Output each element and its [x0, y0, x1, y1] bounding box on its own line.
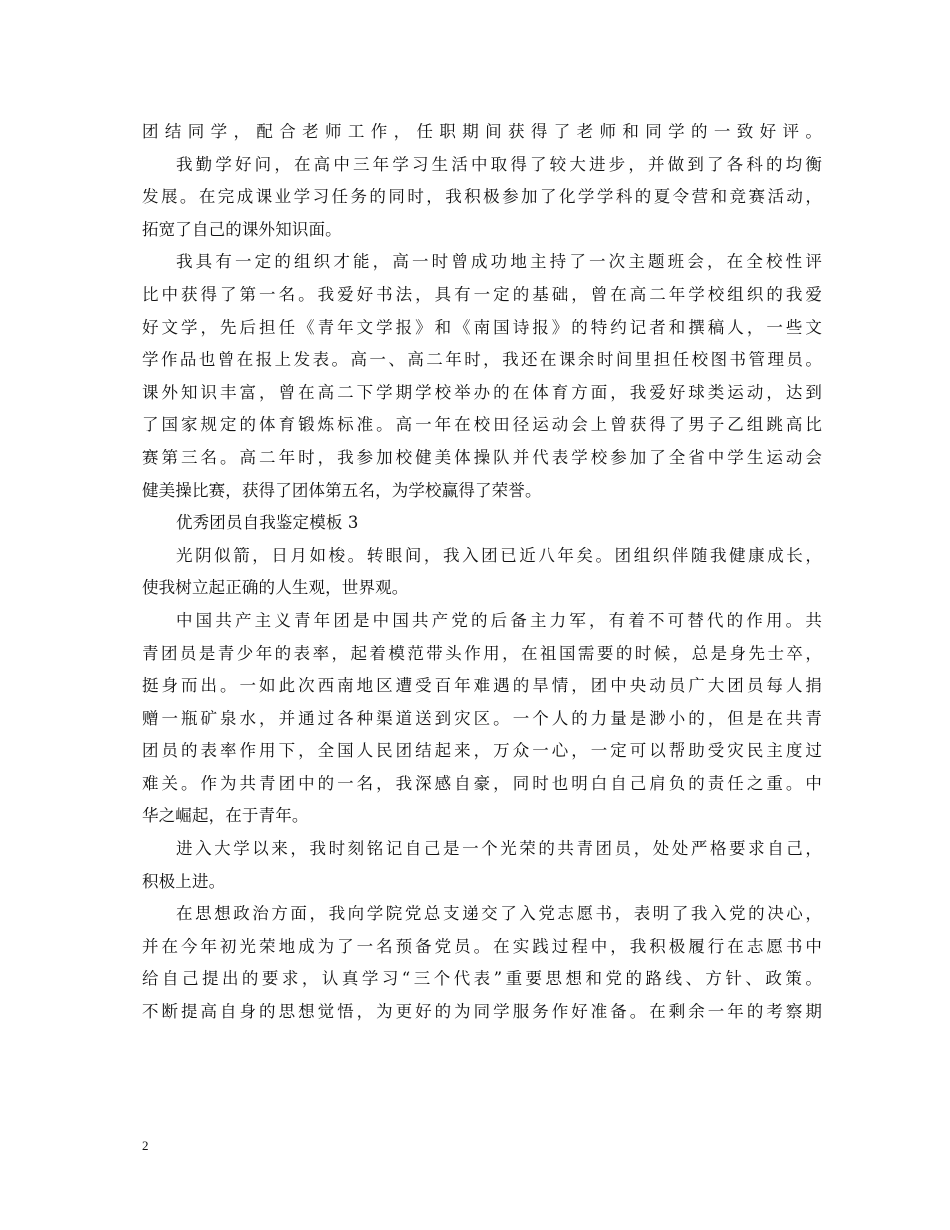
- text-line: 中国共产主义青年团是中国共产党的后备主力军，有着不可替代的作用。共: [176, 610, 822, 630]
- text-line: 华之崛起，在于青年。: [142, 806, 309, 826]
- text-line: 赠一瓶矿泉水，并通过各种渠道送到灾区。一个人的力量是渺小的，但是在共青: [142, 708, 822, 728]
- text-line: 发展。在完成课业学习任务的同时，我积极参加了化学学科的夏令营和竞赛活动，: [142, 187, 822, 207]
- text-line: 青团员是青少年的表率，起着模范带头作用，在祖国需要的时候，总是身先士卒，: [142, 643, 822, 663]
- text-line: 给自己提出的要求，认真学习“三个代表”重要思想和党的路线、方针、政策。: [142, 969, 822, 989]
- text-line: 我勤学好问，在高中三年学习生活中取得了较大进步，并做到了各科的均衡: [176, 154, 822, 174]
- text-line: 课外知识丰富，曾在高二下学期学校举办的在体育方面，我爱好球类运动，达到: [142, 382, 822, 402]
- document-body: [142, 116, 822, 1029]
- text-line: 挺身而出。一如此次西南地区遭受百年难遇的旱情，团中央动员广大团员每人捐: [142, 676, 822, 696]
- text-line: 不断提高自身的思想觉悟，为更好的为同学服务作好准备。在剩余一年的考察期: [142, 1002, 822, 1022]
- text-line: 光阴似箭，日月如梭。转眼间，我入团已近八年矣。团组织伴随我健康成长，: [176, 545, 822, 565]
- text-line: 积极上进。: [142, 871, 226, 891]
- text-line: 了国家规定的体育锻炼标准。高一年在校田径运动会上曾获得了男子乙组跳高比: [142, 415, 822, 435]
- text-line: 学作品也曾在报上发表。高一、高二年时，我还在课余时间里担任校图书管理员。: [142, 350, 822, 370]
- text-line: 难关。作为共青团中的一名，我深感自豪，同时也明白自己肩负的责任之重。中: [142, 773, 822, 793]
- text-line: 比中获得了第一名。我爱好书法，具有一定的基础，曾在高二年学校组织的我爱: [142, 284, 822, 304]
- text-line: 团结同学，配合老师工作，任职期间获得了老师和同学的一致好评。: [142, 122, 822, 141]
- section-heading: 优秀团员自我鉴定模板 3: [176, 513, 359, 533]
- text-line: 使我树立起正确的人生观，世界观。: [142, 578, 409, 598]
- page-number: 2: [142, 1138, 149, 1153]
- text-line: 并在今年初光荣地成为了一名预备党员。在实践过程中，我积极履行在志愿书中: [142, 936, 822, 956]
- text-line: 进入大学以来，我时刻铭记自己是一个光荣的共青团员，处处严格要求自己，: [176, 839, 822, 859]
- text-line: 赛第三名。高二年时，我参加校健美体操队并代表学校参加了全省中学生运动会: [142, 447, 822, 467]
- text-line: 拓宽了自己的课外知识面。: [142, 219, 342, 239]
- text-line: 在思想政治方面，我向学院党总支递交了入党志愿书，表明了我入党的决心，: [176, 904, 822, 924]
- text-line: 我具有一定的组织才能，高一时曾成功地主持了一次主题班会，在全校性评: [176, 252, 822, 272]
- text-line: 团员的表率作用下，全国人民团结起来，万众一心，一定可以帮助受灾民主度过: [142, 741, 822, 761]
- text-line: 好文学，先后担任《青年文学报》和《南国诗报》的特约记者和撰稿人，一些文: [142, 317, 822, 337]
- text-line: 健美操比赛，获得了团体第五名，为学校赢得了荣誉。: [142, 480, 542, 500]
